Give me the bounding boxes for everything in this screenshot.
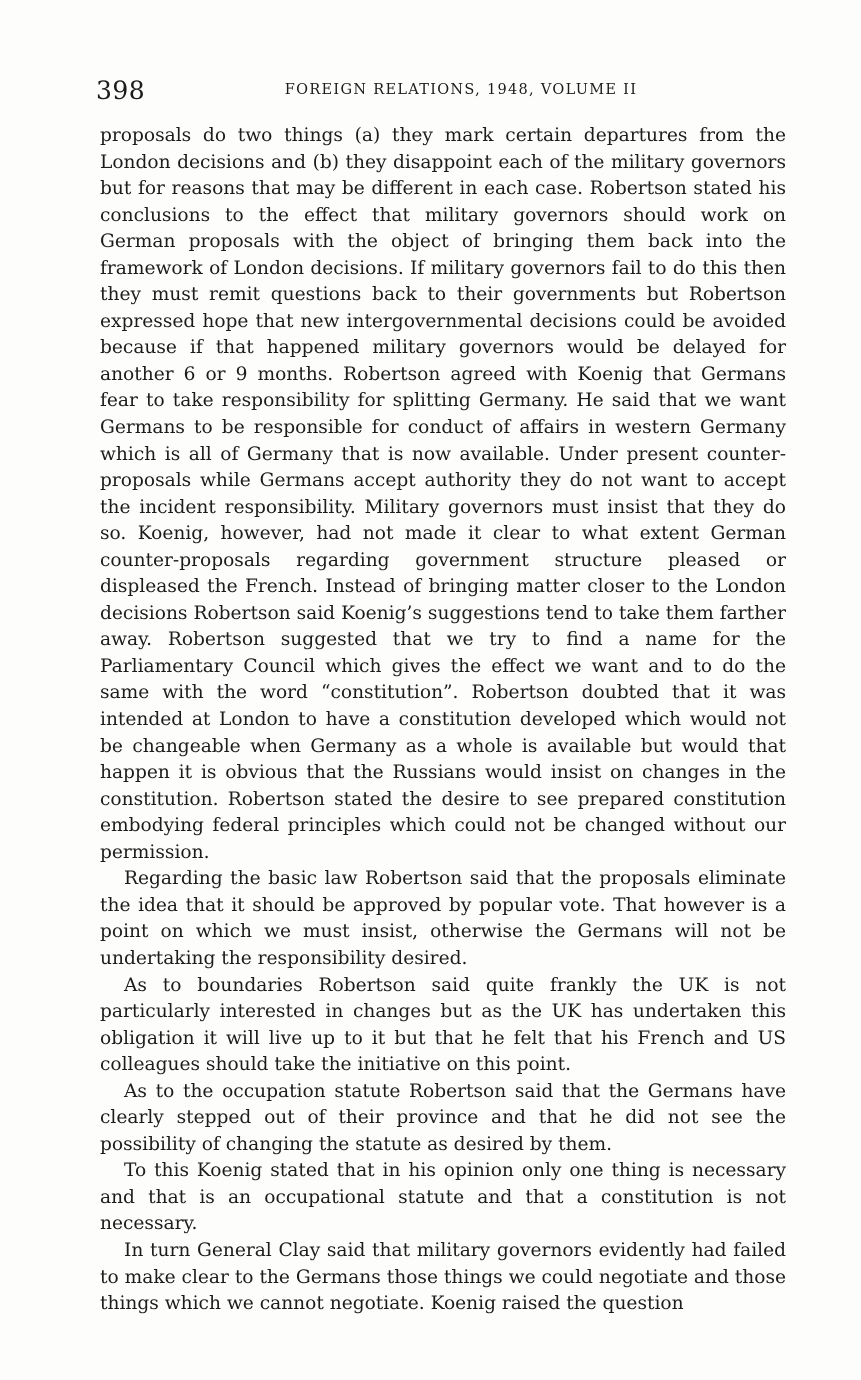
paragraph-occupation-statute: As to the occupation statute Robertson said that the Germans have clearly stepped out of their province and that he did not see the possibility of changing the statute as desired by them. xyxy=(100,1080,786,1155)
paragraph-boundaries: As to boundaries Robertson said quite frankly the UK is not particularly interested in changes but as the UK has undertaken this obligation it will live up to it but that he felt that his French and US colleagues should take the initiative on this point. xyxy=(100,974,786,1076)
body-text xyxy=(100,123,786,1318)
paragraph-clay-remarks: In turn General Clay said that military governors evidently had failed to make clear to the Germans those things we could negotiate and those things which we cannot negotiate. Koenig raised the question xyxy=(100,1239,786,1315)
paragraph-koenig-reply: To this Koenig stated that in his opinion only one thing is necessary and that is an occupational statute and that a constitution is not necessary. xyxy=(100,1160,786,1235)
page-number: 398 xyxy=(96,76,146,105)
paragraph-basic-law: Regarding the basic law Robertson said that the proposals eliminate the idea that it should be approved by popular vote. That however is a point on which we must insist, otherwise the Germans will not be undertaking the responsibility desired. xyxy=(100,868,786,969)
paragraph-continued: proposals do two things (a) they mark certain departures from the London decisions and (b) they disappoint each of the military governors but for reasons that may be different in each case. Robertson stated his conclusions to the effect that military governors should work on German proposals with the object of bringing them back into the framework of London decisions. If military governors fail to do this then they must remit questions back to their governments but Robertson expressed hope that new intergovernmental decisions could be avoided because if that happened military governors would be delayed for another 6 or 9 months. Robertson agreed with Koenig that Germans fear to take responsibility for splitting Germany. He said that we want Germans to be responsible for conduct of affairs in western Germany which is all of Germany that is now available. Under present counter-proposals while Germans accept authority they do not want to accept the incident responsibility. Military governors must insist that they do so. Koenig, however, had not made it clear to what extent German counter-proposals regarding government structure pleased or displeased the French. Instead of bringing matter closer to the London decisions Robertson said Koenig’s suggestions tend to take them farther away. Robertson suggested that we try to find a name for the Parliamentary Council which gives the effect we want and to do the same with the word “constitution”. Robertson doubted that it was intended at London to have a constitution developed which would not be changeable when Germany as a whole is available but would that happen it is obvious that the Russians would insist on changes in the constitution. Robertson stated the desire to see prepared constitution embodying federal principles which could not be changed without our permission. xyxy=(100,125,786,863)
running-head-title: FOREIGN RELATIONS, 1948, VOLUME II xyxy=(284,82,638,98)
running-head xyxy=(96,76,786,106)
